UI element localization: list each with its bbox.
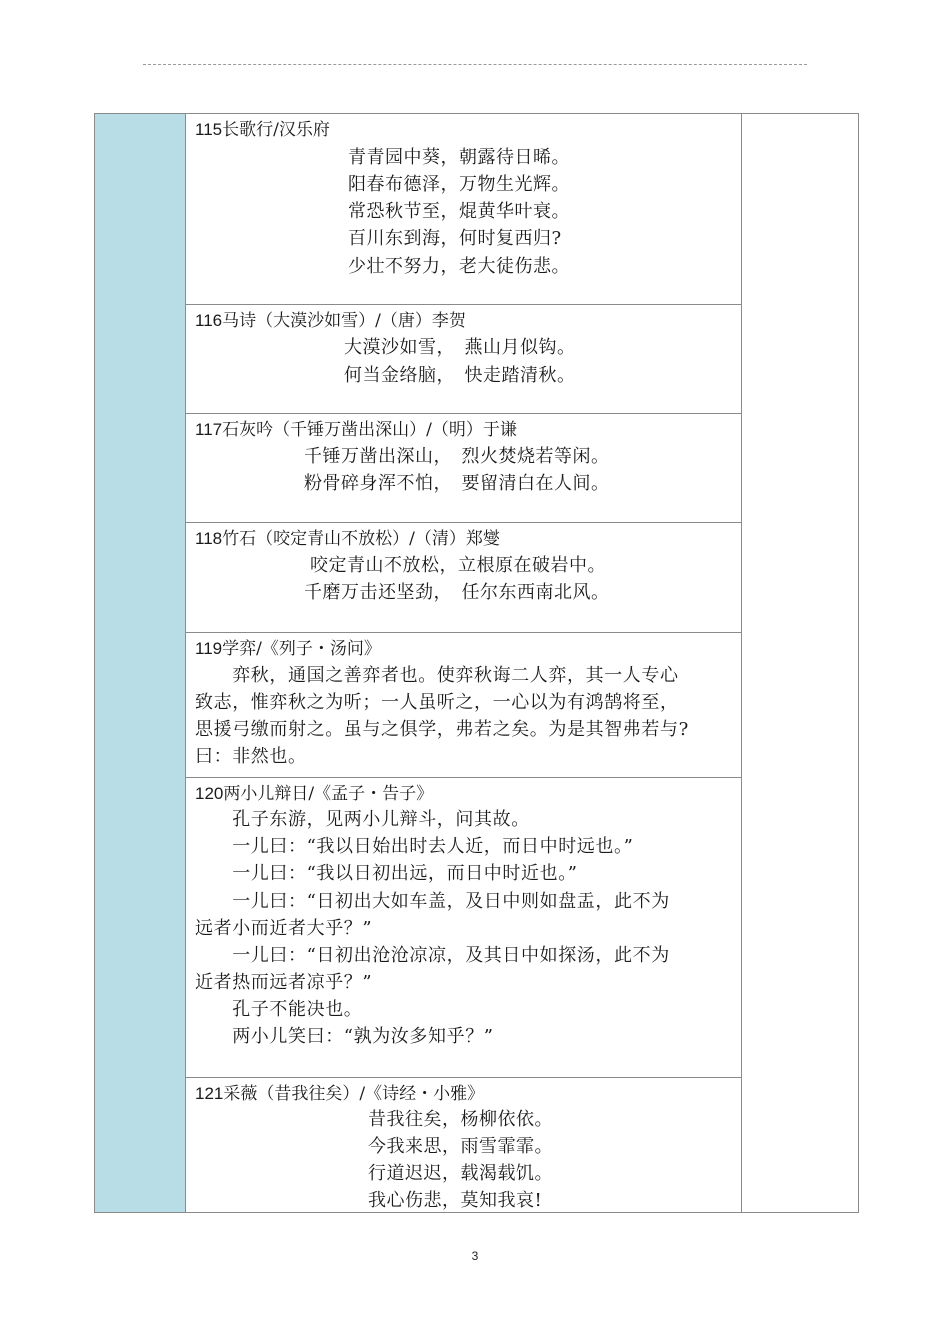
prose-line: 弈秋，通国之善弈者也。使弈秋诲二人弈，其一人专心 [195,665,679,686]
entry-heading [195,637,381,661]
entry-number: 118 [195,529,223,548]
entry-118 [186,523,741,633]
poem-line: 千锤万凿出深山， 烈火焚烧若等闲。 [304,446,610,467]
entry-119 [186,633,741,778]
poem-line: 大漠沙如雪， 燕山月似钩。 [344,337,576,358]
entry-116 [186,305,741,414]
entry-number: 116 [195,311,223,330]
poem-line: 百川东到海，何时复西归? [348,228,562,249]
entry-number: 120 [195,784,224,803]
prose-line: 孔子东游，见两小儿辩斗，问其故。 [195,809,530,830]
prose-line: 曰：非然也。 [195,746,307,767]
entry-115 [186,114,741,305]
page-number: 3 [471,1249,479,1263]
poem-line: 千磨万击还坚劲， 任尔东西南北风。 [304,582,610,603]
prose-line: 一儿曰：“我以日初出远，而日中时近也。” [195,863,578,884]
entry-number: 119 [195,639,223,658]
entry-heading [195,527,500,551]
poem-line: 何当金络脑， 快走踏清秋。 [344,365,576,386]
entry-heading [195,118,330,142]
poem-line: 青青园中葵，朝露待日晞。 [348,147,570,168]
entry-120 [186,778,741,1078]
entry-number: 115 [195,120,223,139]
entry-title: 两小儿辩日/《孟子・告子》 [223,784,434,804]
entry-heading [195,418,517,442]
entry-title: 长歌行/汉乐府 [222,120,330,140]
entry-121 [186,1078,741,1214]
poem-line: 少壮不努力，老大徒伤悲。 [348,256,570,277]
side-column [95,114,186,1212]
prose-line: 一儿曰：“我以日始出时去人近，而日中时远也。” [195,836,634,857]
prose-line: 思援弓缴而射之。虽与之俱学，弗若之矣。为是其智弗若与? [195,719,689,740]
entry-heading [195,782,433,806]
poem-line: 咬定青山不放松，立根原在破岩中。 [310,555,606,576]
entry-title: 马诗（大漠沙如雪）/（唐）李贺 [222,311,466,331]
entry-number: 117 [195,420,223,439]
entry-title: 学弈/《列子・汤问》 [222,639,381,659]
entry-number: 121 [195,1084,224,1103]
poem-line: 行道迟迟，载渴载饥。 [368,1163,553,1184]
header-rule [143,64,807,65]
poem-table [94,113,859,1213]
entry-title: 采薇（昔我往矣）/《诗经・小雅》 [223,1084,485,1104]
prose-line: 近者热而远者凉乎？” [195,972,373,993]
entry-title: 竹石（咬定青山不放松）/（清）郑燮 [222,529,500,549]
prose-line: 两小儿笑曰：“孰为汝多知乎？” [195,1026,494,1047]
prose-line: 远者小而近者大乎？” [195,918,373,939]
prose-line: 致志，惟弈秋之为听；一人虽听之，一心以为有鸿鹄将至， [195,692,679,713]
poem-line: 常恐秋节至，焜黄华叶衰。 [348,201,570,222]
poem-line: 我心伤悲，莫知我哀! [368,1190,543,1211]
poem-line: 粉骨碎身浑不怕， 要留清白在人间。 [304,473,610,494]
prose-line: 一儿曰：“日初出沧沧凉凉，及其日中如探汤，此不为 [195,945,670,966]
entry-117 [186,414,741,523]
prose-line: 孔子不能决也。 [195,999,363,1020]
entry-heading [195,1082,484,1106]
prose-line: 一儿曰：“日初出大如车盖，及日中则如盘盂，此不为 [195,891,670,912]
entry-title: 石灰吟（千锤万凿出深山）/（明）于谦 [222,420,517,440]
entry-heading [195,309,466,333]
poem-line: 阳春布德泽，万物生光辉。 [348,174,570,195]
notes-column-divider [741,114,742,1212]
poem-line: 今我来思，雨雪霏霏。 [368,1136,553,1157]
poem-line: 昔我往矣，杨柳依依。 [368,1109,553,1130]
